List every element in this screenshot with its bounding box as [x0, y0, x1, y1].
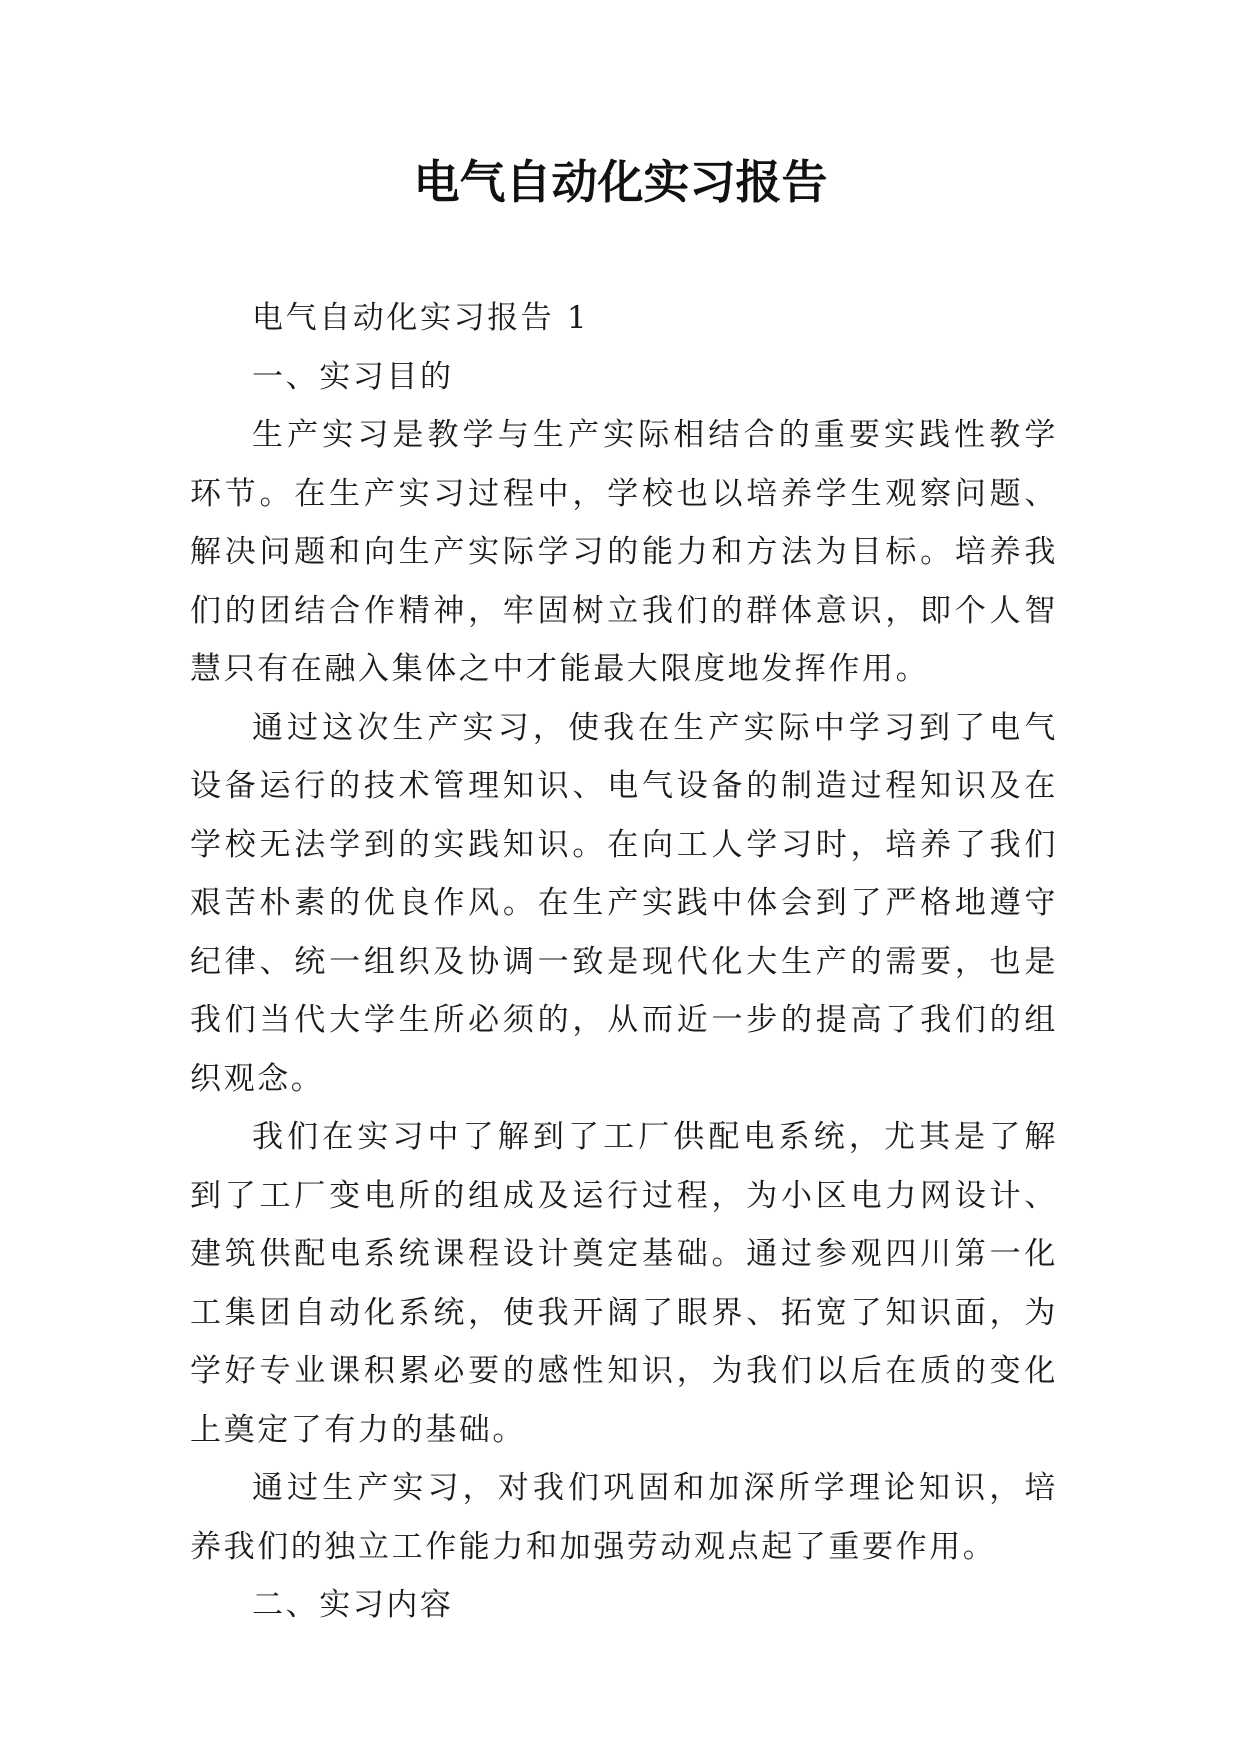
section-heading-content: 二、实习内容 [252, 1587, 454, 1623]
paragraph: 我们在实习中了解到了工厂供配电系统，尤其是了解到了工厂变电所的组成及运行过程，为小区电力网设计、建筑供配电系统课程设计奠定基础。通过参观四川第一化工集团自动化系统，使我开阔了眼界、拓宽了知识面，为学好专业课积累必要的感性知识，为我们以后在质的变化上奠定了有力的基础。 [190, 1119, 1058, 1448]
paragraph: 通过这次生产实习，使我在生产实际中学习到了电气设备运行的技术管理知识、电气设备的制造过程知识及在学校无法学到的实践知识。在向工人学习时，培养了我们艰苦朴素的优良作风。在生产实践中体会到了严格地遵守纪律、统一组织及协调一致是现代化大生产的需要，也是我们当代大学生所必须的，从而近一步的提高了我们的组织观念。 [190, 709, 1058, 1097]
document-body [190, 289, 1058, 1635]
paragraph: 通过生产实习，对我们巩固和加深所学理论知识，培养我们的独立工作能力和加强劳动观点起了重要作用。 [190, 1470, 1058, 1565]
document-title: 电气自动化实习报告 [413, 155, 828, 209]
report-subtitle: 电气自动化实习报告 1 [252, 300, 590, 336]
section-heading-purpose: 一、实习目的 [252, 358, 454, 395]
paragraph: 生产实习是教学与生产实际相结合的重要实践性教学环节。在生产实习过程中，学校也以培养学生观察问题、解决问题和向生产实际学习的能力和方法为目标。培养我们的团结合作精神，牢固树立我们的群体意识，即个人智慧只有在融入集体之中才能最大限度地发挥作用。 [190, 417, 1058, 687]
